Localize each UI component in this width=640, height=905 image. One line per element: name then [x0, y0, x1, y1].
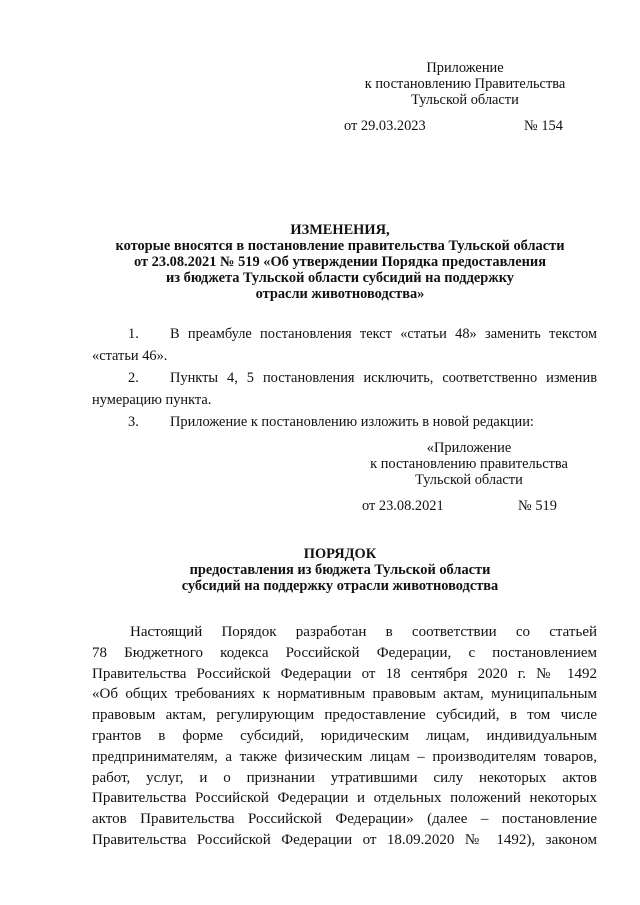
changes-line-1: которые вносятся в постановление правительства Тульской области	[115, 238, 565, 254]
body-line: «Об общих требованиях к нормативным правовым актам, муниципальным	[92, 686, 597, 703]
header-line-3: Тульской области	[411, 92, 519, 108]
body-line: Правительства Российской Федерации от 18.09.2020 № 1492), законом	[92, 831, 597, 848]
body-line: грантов в форме субсидий, юридическим лицам, индивидуальным	[92, 727, 597, 744]
list-item-number: 1.	[128, 326, 139, 342]
changes-line-3: из бюджета Тульской области субсидий на поддержку	[166, 270, 514, 286]
order-line-1: предоставления из бюджета Тульской области	[189, 562, 491, 578]
list-item	[92, 370, 597, 392]
changes-title	[60, 222, 620, 302]
attachment-date: от 23.08.2021	[362, 498, 444, 514]
order-line-2: субсидий на поддержку отрасли животноводства	[181, 578, 499, 594]
body-line: Настоящий Порядок разработан в соответствии со статьей	[130, 624, 597, 640]
attachment-line-1: «Приложение	[426, 440, 512, 456]
changes-line-4: отрасли животноводства»	[255, 286, 425, 302]
body-line: предпринимателям, а также физическим лицам – производителям товаров,	[92, 748, 597, 765]
changes-heading: ИЗМЕНЕНИЯ,	[290, 222, 390, 238]
body-line: 78 Бюджетного кодекса Российской Федерации, с постановлением	[92, 644, 597, 661]
attachment-number: № 519	[518, 498, 557, 514]
header-date: от 29.03.2023	[344, 118, 426, 134]
body-line: Правительства Российской Федерации от 18 сентября 2020 г. № 1492	[92, 665, 597, 682]
list-item-continuation: «статьи 46».	[92, 348, 168, 364]
list-item	[92, 326, 597, 348]
header-line-2: к постановлению Правительства	[364, 76, 566, 92]
order-heading: ПОРЯДОК	[303, 546, 377, 562]
list-item	[92, 414, 597, 436]
header-line-1: Приложение	[426, 60, 504, 76]
body-line: актов Правительства Российской Федерации» (далее – постановление	[92, 811, 597, 828]
list-item-number: 2.	[128, 370, 139, 386]
list-item-text: Приложение к постановлению изложить в новой редакции:	[170, 414, 534, 430]
header-block	[330, 60, 600, 108]
attachment-block	[334, 440, 604, 488]
list-item-number: 3.	[128, 414, 139, 430]
header-number: № 154	[524, 118, 563, 134]
body-line: правовым актам, регулирующим предоставление субсидий, в том числе	[92, 707, 597, 724]
attachment-line-2: к постановлению правительства	[370, 456, 568, 472]
body-line: Правительства Российской Федерации и отдельных положений некоторых	[92, 790, 597, 807]
attachment-line-3: Тульской области	[415, 472, 523, 488]
changes-line-2: от 23.08.2021 № 519 «Об утверждении Порядка предоставления	[134, 254, 546, 270]
list-item-text: Пункты 4, 5 постановления исключить, соответственно изменив	[170, 370, 597, 386]
numbered-list	[92, 326, 597, 436]
list-item-text: В преамбуле постановления текст «статьи 48» заменить текстом	[170, 326, 597, 342]
body-paragraph	[92, 622, 597, 851]
order-title	[60, 546, 620, 594]
list-item-continuation: нумерацию пункта.	[92, 392, 212, 408]
body-line: работ, услуг, и о признании утратившими силу некоторых актов	[92, 769, 597, 786]
